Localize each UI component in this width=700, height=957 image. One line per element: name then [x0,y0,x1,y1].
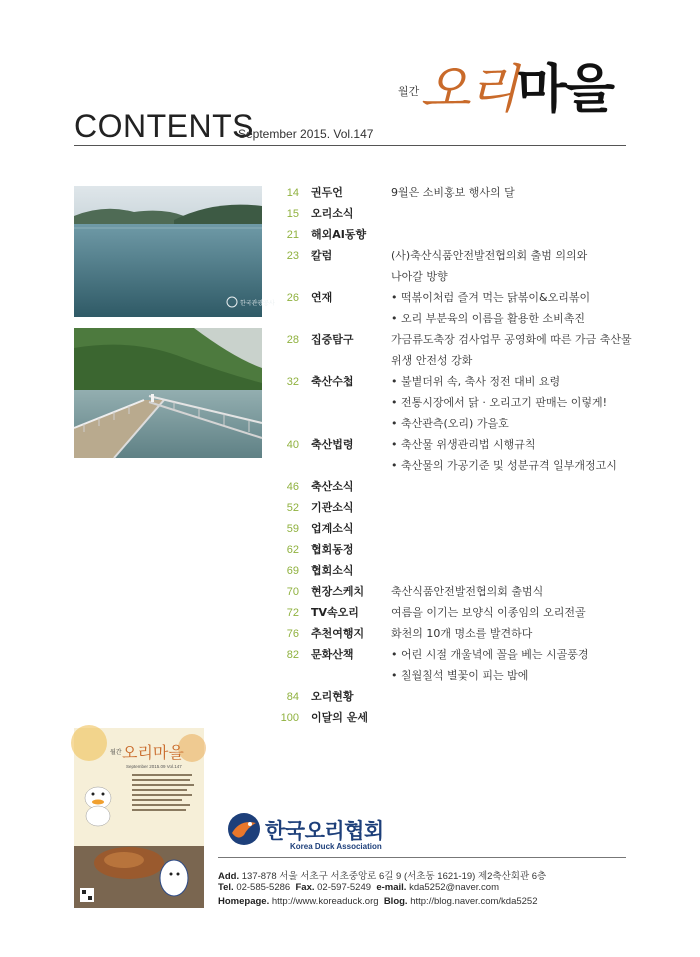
blog-label: Blog. [383,896,408,907]
issue-info: September 2015. Vol.147 [238,127,374,141]
tel-label: Tel. [218,882,234,893]
magazine-logo [420,59,613,120]
toc-section-title: 업계소식 [311,522,354,535]
toc-section-title: 기관소식 [311,501,354,514]
toc-description: • 떡볶이처럼 즐겨 먹는 닭볶이&오리볶이 [391,291,591,304]
toc-page-number: 62 [286,544,299,556]
toc-section-title: 문화산책 [311,648,354,661]
toc-description: • 축산관측(오리) 가을호 [391,417,509,430]
toc-section-title: 오리소식 [311,207,354,220]
toc-page-number: 76 [286,628,299,640]
toc-page-number: 28 [286,334,299,346]
toc-description: • 칠월칠석 별꽃이 피는 밤에 [391,669,529,682]
toc-section-title: 집중탐구 [311,333,354,346]
homepage-link[interactable]: http://www.koreaduck.org [271,896,379,907]
toc-description: 축산식품안전발전협의회 출범식 [391,585,544,598]
toc-description: (사)축산식품안전발전협의회 출범 의의와 [391,249,588,262]
magazine-logo-black: 마을 [516,59,613,120]
cover-logo-small: 월간 [110,749,122,756]
toc-page-number: 40 [286,439,299,451]
fax-label: Fax. [295,882,315,893]
photo-watermark: 한국관광공사 [240,300,275,307]
cover-logo: 오리마을 [122,743,184,762]
toc-page-number: 100 [280,712,299,724]
association-name: 한국오리협회 [265,819,384,843]
toc-section-title: 협회동정 [311,543,354,556]
blog-link[interactable]: http://blog.naver.com/kda5252 [410,896,538,907]
lake-photo [74,186,275,317]
toc-section-title: 축산수첩 [311,375,354,388]
toc-page-number: 32 [286,376,299,388]
toc-section-title: TV속오리 [311,606,359,619]
toc-page-number: 46 [286,481,299,493]
toc-section-title: 칼럼 [311,249,333,262]
email-address[interactable]: kda5252@naver.com [409,882,499,893]
toc-page-number: 59 [286,523,299,535]
toc-description: • 전통시장에서 닭 · 오리고기 판매는 이렇게! [391,396,608,409]
magazine-logo-orange: 오리 [420,60,517,120]
email-label: e-mail. [376,882,407,893]
toc-page-number: 69 [286,565,299,577]
toc-description: 화천의 10개 명소를 발견하다 [391,627,533,640]
association-logo-icon [226,811,262,851]
toc-section-title: 오리현황 [311,690,354,703]
header-divider [74,145,626,146]
address-line [218,868,546,882]
web-line [218,896,537,907]
toc-description: • 축산물의 가공기준 및 성분규격 일부개정고시 [391,459,617,472]
tel-number: 02-585-5286 [236,882,291,893]
toc-section-title: 협회소식 [311,564,354,577]
fax-number: 02-597-5249 [317,882,372,893]
toc-section-title: 연재 [311,291,333,304]
toc-section-title: 해외AI동향 [311,228,367,241]
toc-description: • 오리 부분육의 이름을 활용한 소비촉진 [391,312,585,325]
toc-description: 9월은 소비홍보 행사의 달 [391,186,515,199]
homepage-label: Homepage. [218,896,270,907]
toc-description: 위생 안전성 강화 [391,354,473,367]
toc-page-number: 14 [286,187,299,199]
address-label: Add. [218,871,240,882]
toc-section-title: 이달의 운세 [311,711,368,724]
toc-section-title: 추천여행지 [311,627,365,640]
association-name-english: Korea Duck Association [290,842,382,851]
toc-section-title: 축산소식 [311,480,354,493]
toc-section-title: 현장스케치 [311,585,365,598]
toc-page-number: 26 [286,292,299,304]
bridge-photo [74,328,262,458]
toc-page-number: 72 [286,607,299,619]
toc-description: • 어린 시절 개울녘에 꼴을 베는 시골풍경 [391,648,589,661]
toc-page-number: 21 [286,229,299,241]
toc-description: 여름을 이기는 보양식 이종임의 오리전골 [391,606,586,619]
toc-description: 나아갈 방향 [391,270,448,283]
magazine-cover-thumbnail [74,728,204,908]
footer-divider [218,857,626,858]
phone-line [218,882,499,893]
toc-description: 가금류도축장 검사업무 공영화에 따른 가금 축산물 [391,333,632,346]
magazine-logo-small-text: 월간 [398,85,420,98]
toc-section-title: 축산법령 [311,438,354,451]
toc-page-number: 82 [286,649,299,661]
cover-issue: September 2015.09 Vol.147 [126,764,182,769]
toc-description: • 축산물 위생관리법 시행규칙 [391,438,536,451]
toc-section-title: 권두언 [311,186,343,199]
toc-page-number: 70 [286,586,299,598]
toc-page-number: 23 [286,250,299,262]
toc-page-number: 15 [286,208,299,220]
toc-page-number: 52 [286,502,299,514]
toc-page-number: 84 [286,691,299,703]
toc-description: • 불볕더위 속, 축사 정전 대비 요령 [391,375,561,388]
page-title: CONTENTS [74,108,254,144]
address-text: 137-878 서울 서초구 서초중앙로 6길 9 (서초동 1621-19) 제2축산회관 6층 [241,871,547,882]
